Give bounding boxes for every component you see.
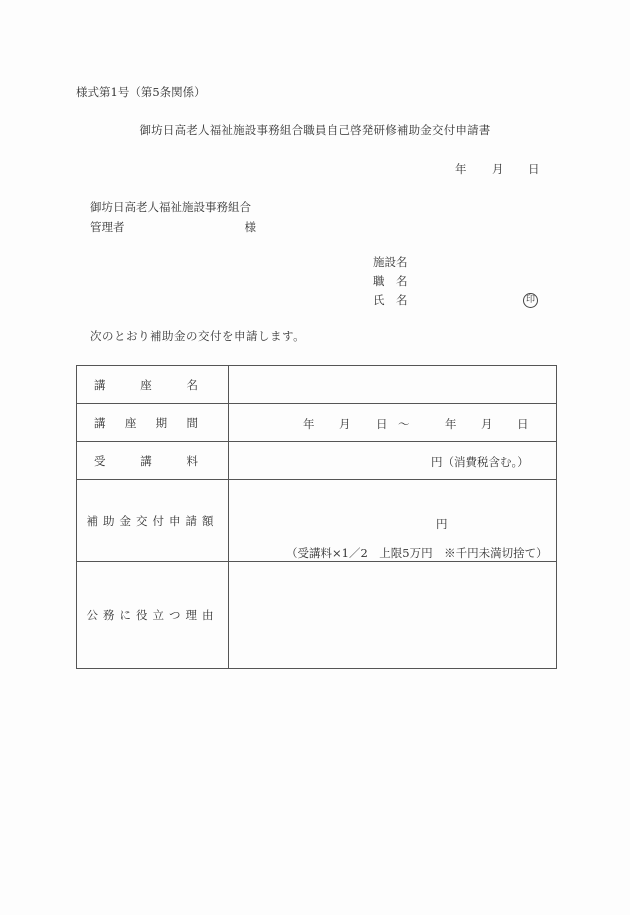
label-char: 座 (140, 377, 152, 392)
course-name-field[interactable] (229, 366, 557, 404)
name-label: 氏 名 (373, 293, 408, 307)
label-char: 間 (186, 415, 198, 430)
start-day-label: 日 (376, 417, 388, 431)
facility-name-label: 施設名 (373, 255, 408, 269)
period-tilde: ～ (398, 417, 410, 431)
date-month-label: 月 (492, 162, 504, 176)
form-number: 様式第1号（第5条関係） (76, 85, 206, 99)
addressee-role: 管理者 (90, 220, 125, 234)
table-row-reason (77, 562, 557, 669)
label-text: 補助金交付申請額 (86, 513, 219, 528)
start-month-label: 月 (339, 417, 351, 431)
end-day-label: 日 (517, 417, 529, 431)
date-day-label: 日 (528, 162, 540, 176)
course-period-field[interactable] (229, 404, 557, 442)
label-char: 講 (140, 453, 152, 468)
reason-field[interactable] (229, 562, 557, 669)
end-year-label: 年 (445, 417, 457, 431)
tuition-label (77, 442, 229, 480)
tuition-field[interactable] (229, 442, 557, 480)
label-char: 座 (124, 415, 137, 430)
position-label: 職 名 (373, 274, 408, 288)
application-table (76, 365, 557, 669)
applicant-block (373, 253, 541, 310)
tuition-unit-note: 円（消費税含む。） (431, 455, 529, 469)
label-text: 公務に役立つ理由 (86, 608, 219, 622)
reason-label (77, 562, 229, 669)
label-char: 講 (94, 415, 106, 430)
addressee-organization: 御坊日高老人福祉施設事務組合 (90, 200, 251, 214)
subsidy-amount-label (77, 480, 229, 562)
name-row (373, 291, 541, 310)
label-char: 期 (155, 415, 168, 430)
intro-text: 次のとおり補助金の交付を申請します。 (90, 329, 306, 343)
label-char: 名 (186, 377, 198, 392)
end-month-label: 月 (481, 417, 493, 431)
yen-unit: 円 (436, 517, 448, 531)
label-char: 料 (186, 453, 198, 468)
course-name-label (77, 366, 229, 404)
addressee-honorific: 様 (244, 220, 256, 234)
start-year-label: 年 (303, 417, 315, 431)
label-char: 講 (94, 377, 106, 392)
label-char: 受 (94, 453, 106, 468)
seal-icon: 印 (523, 293, 538, 308)
addressee-role-row (90, 217, 256, 237)
table-row-subsidy-amount (77, 480, 557, 562)
addressee-block (90, 197, 256, 237)
course-period-label (77, 404, 229, 442)
table-row-course-period (77, 404, 557, 442)
subsidy-amount-field[interactable] (229, 480, 557, 562)
date-year-label: 年 (455, 162, 467, 176)
subsidy-calc-note: （受講料×1／2 上限5万円 ※千円未満切捨て） (286, 546, 548, 560)
table-row-course-name (77, 366, 557, 404)
table-row-tuition (77, 442, 557, 480)
document-title: 御坊日高老人福祉施設事務組合職員自己啓発研修補助金交付申請書 (139, 123, 491, 137)
